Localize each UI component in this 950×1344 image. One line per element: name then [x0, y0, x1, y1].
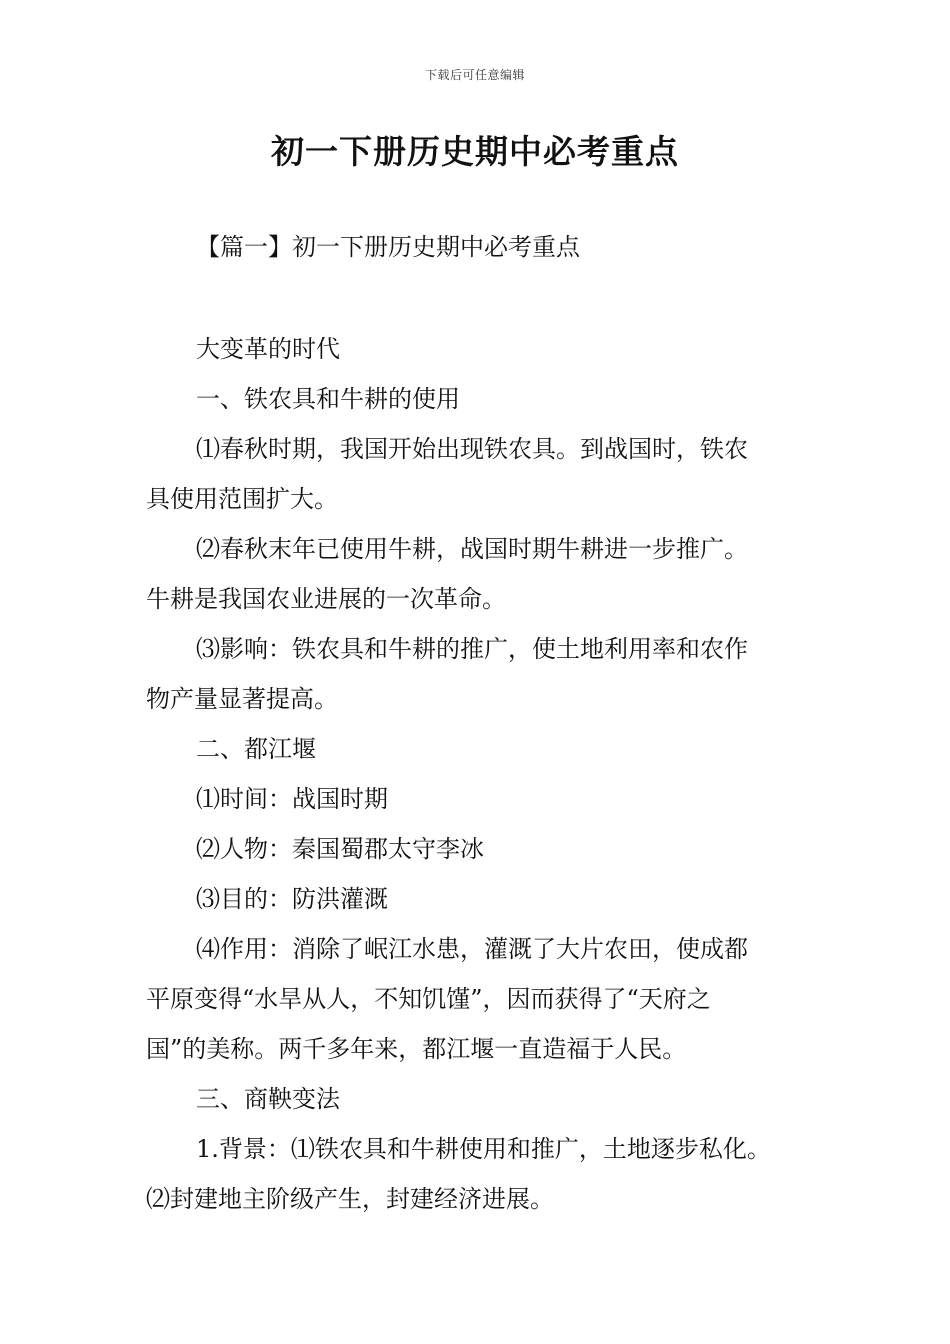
- text-line: 物产量显著提高。: [146, 685, 338, 713]
- section-label: 【篇一】初一下册历史期中必考重点: [196, 233, 580, 261]
- text-line: 大变革的时代: [196, 335, 340, 363]
- header-note: 下载后可任意编辑: [424, 68, 525, 82]
- text-line: 三、商鞅变法: [196, 1085, 340, 1113]
- page-title: 初一下册历史期中必考重点: [271, 132, 679, 171]
- text-line: 国”的美称。两千多年来，都江堰一直造福于人民。: [146, 1035, 687, 1063]
- document-body: [146, 222, 818, 1224]
- text-line: 牛耕是我国农业进展的一次革命。: [146, 585, 506, 613]
- text-line: ⑷作用：消除了岷江水患，灌溉了大片农田，使成都: [196, 935, 748, 963]
- text-line: ⑵人物：秦国蜀郡太守李冰: [196, 835, 484, 863]
- text-line: 二、都江堰: [196, 735, 316, 763]
- text-line: ⑴春秋时期，我国开始出现铁农具。到战国时，铁农: [196, 435, 748, 463]
- text-line: 平原变得“水旱从人，不知饥馑”，因而获得了“天府之: [146, 985, 711, 1013]
- text-line: ⑴时间：战国时期: [196, 785, 388, 813]
- text-line: ⑵封建地主阶级产生，封建经济进展。: [146, 1185, 554, 1213]
- text-line: 1.背景：⑴铁农具和牛耕使用和推广，土地逐步私化。: [196, 1135, 771, 1163]
- text-line: 一、铁农具和牛耕的使用: [196, 385, 460, 413]
- content-lines: [146, 324, 818, 1224]
- text-line: ⑶影响：铁农具和牛耕的推广，使土地利用率和农作: [196, 635, 748, 663]
- text-line: ⑶目的：防洪灌溉: [196, 885, 388, 913]
- text-line: ⑵春秋末年已使用牛耕，战国时期牛耕进一步推广。: [196, 535, 748, 563]
- text-line: 具使用范围扩大。: [146, 485, 338, 513]
